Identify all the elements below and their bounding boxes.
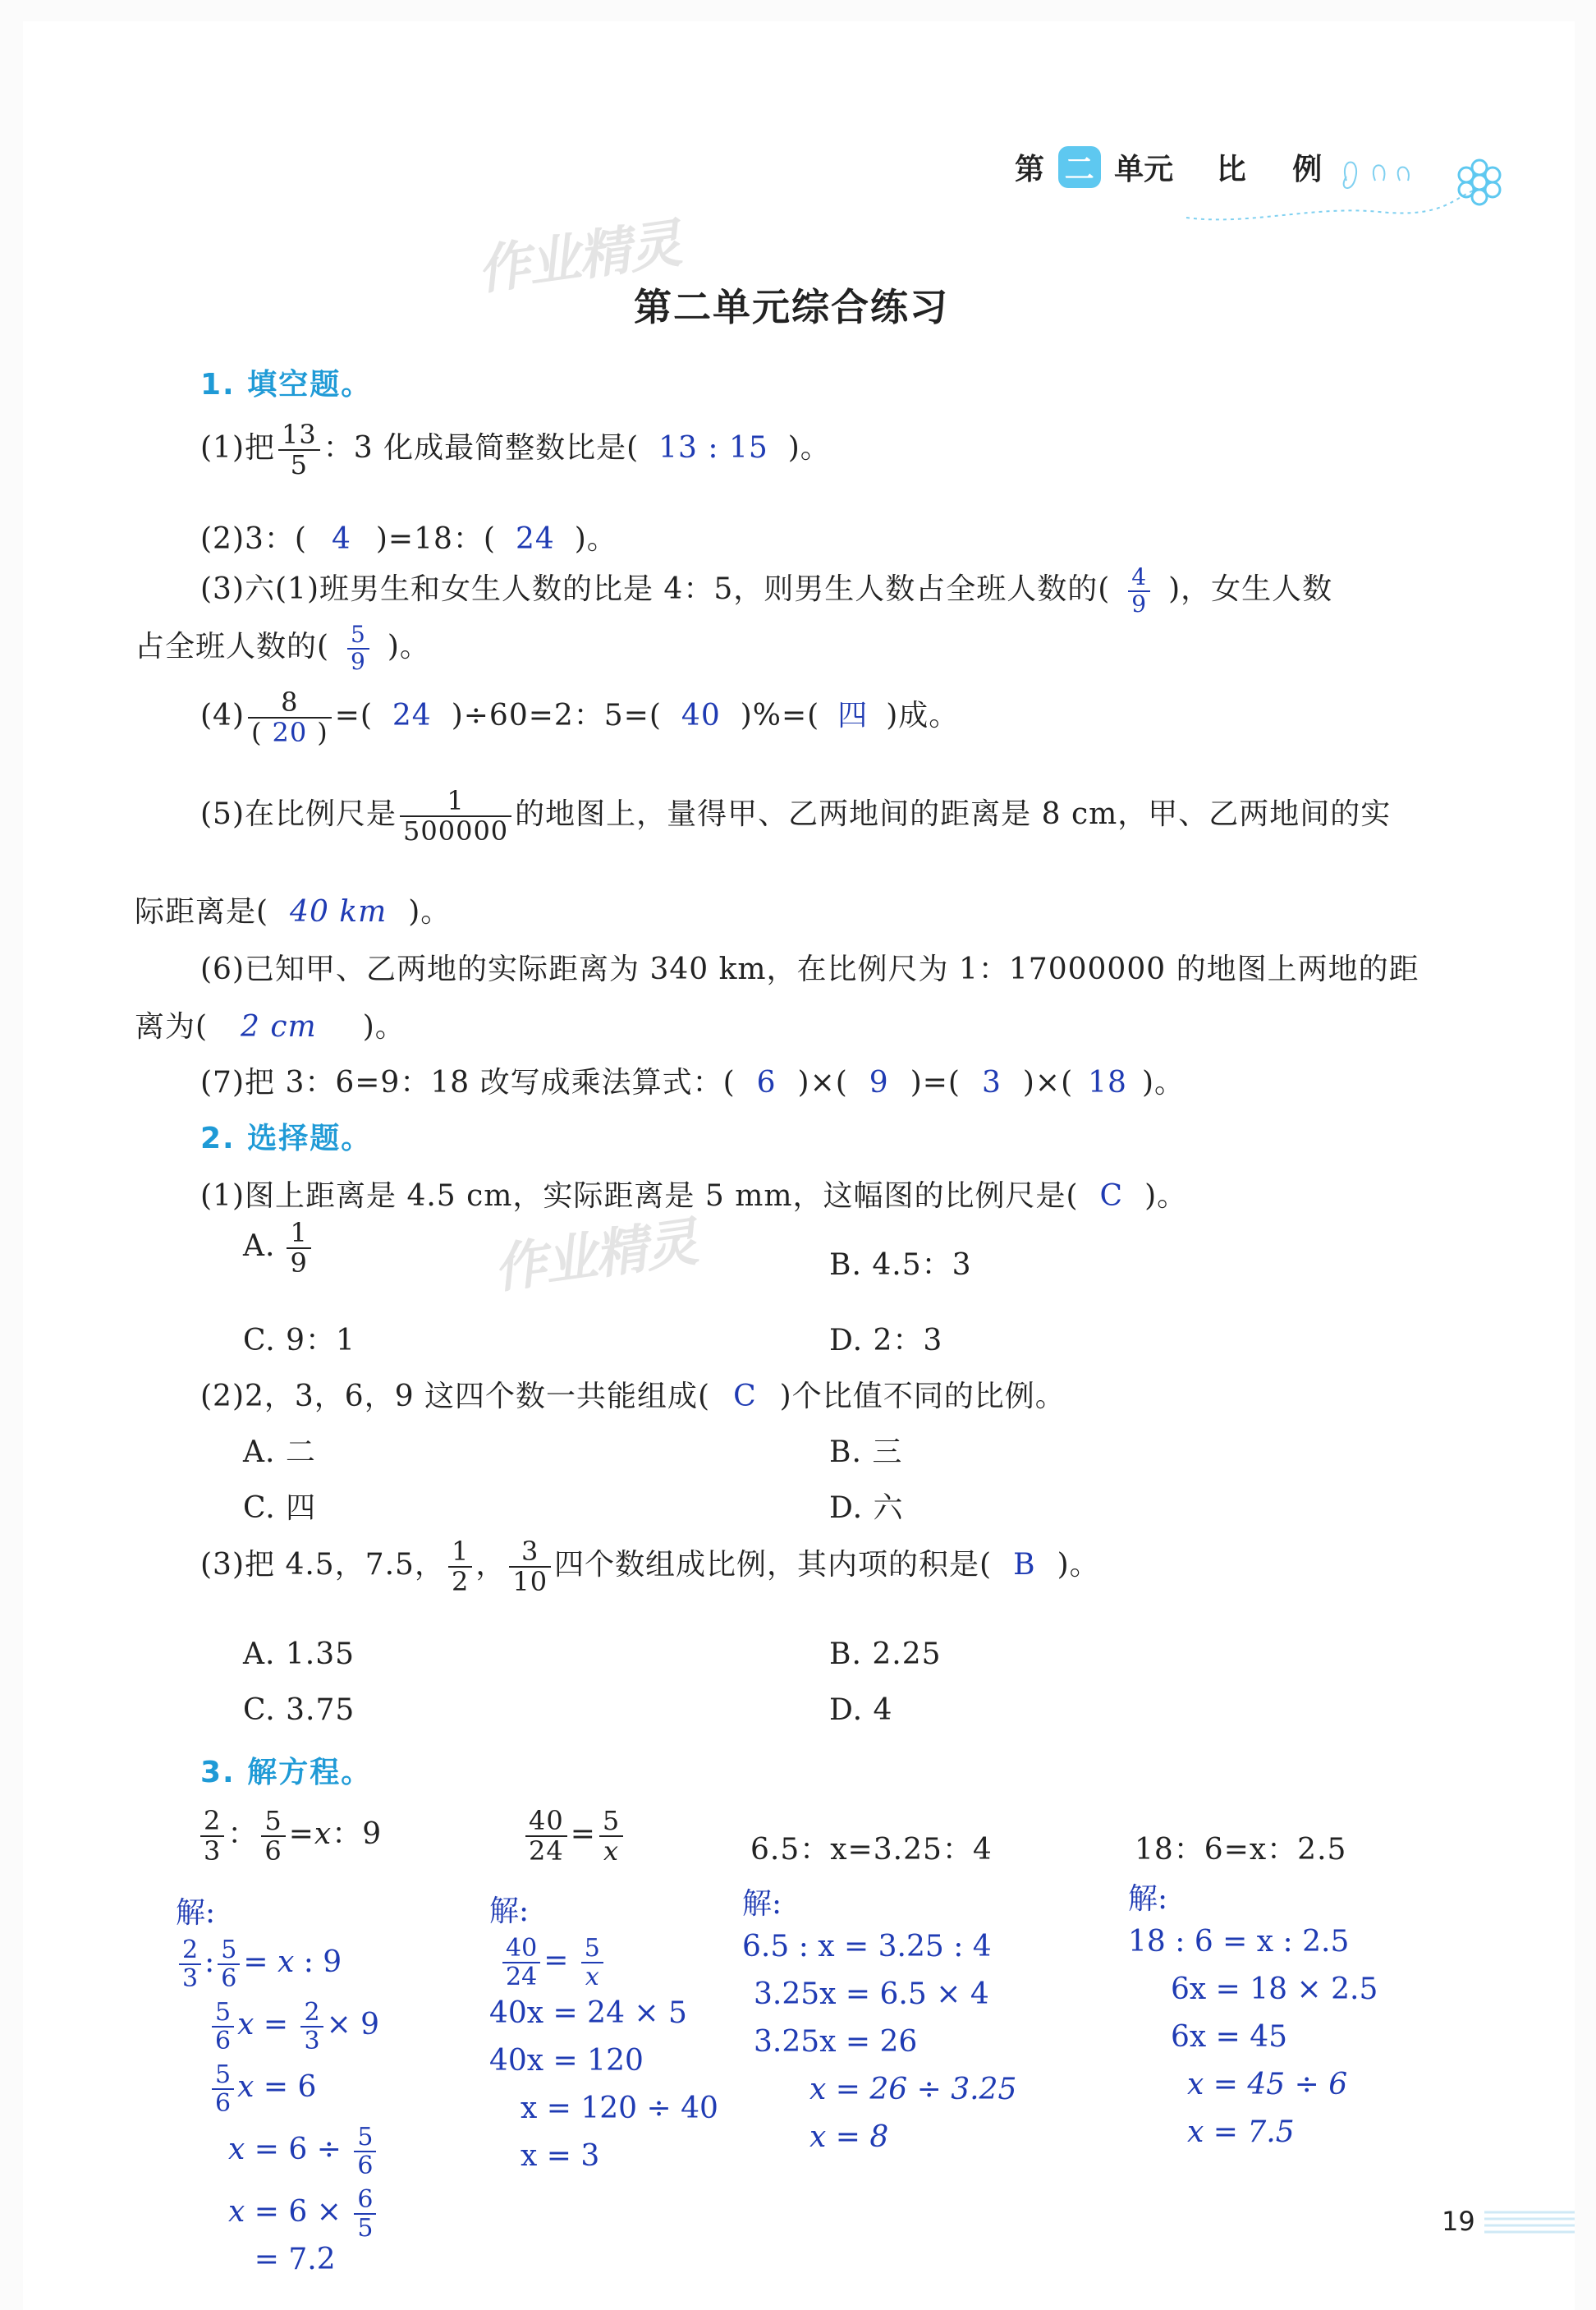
fraction-scale: $\frac{1}{500000}$ [400,787,511,846]
option-2-3-c: C. 3.75 [243,1693,355,1727]
question-1-6-line1: (6)已知甲、乙两地的实际距离为 340 km，在比例尺为 1：17000000 的地图上两地的距 [200,953,1419,986]
option-2-3-a: A. 1.35 [243,1637,355,1671]
option-2-3-d: D. 4 [829,1693,893,1727]
header-unit: 单元 [1114,153,1174,186]
section-fill-blank-label: 1. 填空题。 [200,368,373,402]
page-title: 第二单元综合练习 [634,285,949,329]
watermark-mid: 作业精灵 [489,1212,700,1301]
question-1-5-line2: 际距离是( 40 km )。 [135,895,452,929]
answer: C [1099,1179,1124,1213]
answer: 24 [392,699,432,733]
section-multiple-choice-label: 2. 选择题。 [200,1122,373,1155]
option-2-1-a: A. $\frac{1}{9}$ [243,1219,314,1278]
answer: 4 [331,522,351,556]
option-2-2-d: D. 六 [829,1491,904,1525]
page-number-decoration [1484,2209,1575,2235]
answer: 四 [837,699,869,733]
option-2-1-c: C. 9：1 [243,1324,355,1357]
answer: 3 [981,1066,1002,1100]
option-2-2-a: A. 二 [243,1435,316,1469]
solution-2: 解: $\frac{40}{24}$ = $\frac{5}{x}$ 40x = 24 × 5 40x = 120 x = 120 ÷ 40 x = 3 [489,1894,718,2173]
question-2-2: (2)2，3，6，9 这四个数一共能组成( C )个比值不同的比例。 [200,1380,1066,1413]
answer: 18 [1088,1066,1127,1100]
question-1-7: (7)把 3：6=9：18 改写成乘法算式：( 6 )×( 9 )=( 3 )×( 18 )。 [200,1066,1185,1100]
solution-4: 解: 18 : 6 = x : 2.5 6x = 18 × 2.5 6x = 45 x = 45 ÷ 6 x = 7.5 [1128,1882,1378,2149]
question-1-5-line1: (5)在比例尺是 $\frac{1}{500000}$ 的地图上，量得甲、乙两地间的距离是 8 cm，甲、乙两地间的实 [200,785,1392,847]
header-bi: 比 [1216,153,1246,186]
option-2-1-d: D. 2：3 [829,1324,943,1357]
option-2-2-c: C. 四 [243,1491,317,1525]
solution-1: 解: $\frac{2}{3}$ : $\frac{5}{6}$ = x : 9 $\frac{5}{6}$ x = $\frac{2}{3}$ × 9 $\frac{5}{6}$ x = 6 x = 6 ÷ $\frac{5}{6}$ x = 6 × $\frac{6}{5}$ = 7.2 [176,1896,380,2276]
answer: 6 [756,1066,777,1100]
header-di: 第 [1015,153,1045,186]
answer: 24 [515,522,555,556]
header-li: 例 [1292,153,1323,186]
header-badge: 二 [1058,146,1101,188]
answer: 9 [869,1066,889,1100]
answer-fraction: $\frac{5}{9}$ [347,622,369,675]
answer-fraction: $\frac{4}{9}$ [1128,565,1150,618]
equation-2: $\frac{40}{24}$ = $\frac{5}{x}$ [522,1807,626,1866]
question-1-3-line1: (3)六(1)班男生和女生人数的比是 4：5，则男生人数占全班人数的( $\frac{4}{9}$ )，女生人数 [200,563,1333,618]
page-number: 19 [1442,2206,1475,2237]
section-solve-equations-label: 3. 解方程。 [200,1756,373,1789]
question-1-1: (1)把 $\frac{13}{5}$ ：3 化成最简整数比是( 13 : 15 )。 [200,419,831,481]
question-1-3-line2: 占全班人数的( $\frac{5}{9}$ )。 [135,621,430,675]
answer: 2 cm [241,1010,317,1044]
equation-1: $\frac{2}{3}$ ： $\frac{5}{6}$ =x：9 [197,1807,382,1866]
answer: C [733,1380,757,1413]
answer: 40 km [290,895,388,929]
answer: 13 : 15 [658,431,768,466]
answer: B [1013,1548,1036,1582]
header-flower-icon [1182,148,1511,230]
equation-3: 6.5：x=3.25：4 [750,1833,993,1867]
question-1-4: (4) $\frac{8}{( 20 )}$ =( 24 )÷60=2：5=( 40 )%=( 四 )成。 [200,687,960,749]
equation-4: 18：6=x：2.5 [1135,1833,1347,1867]
question-1-2: (2)3：( 4 )=18：( 24 )。 [200,522,617,556]
option-2-3-b: B. 2.25 [829,1637,942,1671]
question-1-6-line2: 离为( 2 cm )。 [135,1010,406,1044]
question-2-1: (1)图上距离是 4.5 cm，实际距离是 5 mm，这幅图的比例尺是( C )。 [200,1179,1188,1213]
fraction-13-5: $\frac{13}{5}$ [278,420,320,480]
watermark-top: 作业精灵 [473,214,684,302]
solution-3: 解: 6.5 : x = 3.25 : 4 3.25x = 6.5 × 4 3.25x = 26 x = 26 ÷ 3.25 x = 8 [742,1887,1017,2154]
fraction-8-20: $\frac{8}{( 20 )}$ [248,688,332,747]
option-2-2-b: B. 三 [829,1435,903,1469]
question-2-3: (3)把 4.5，7.5， $\frac{1}{2}$ ， $\frac{3}{10}$ 四个数组成比例，其内项的积是( B )。 [200,1536,1100,1598]
option-2-1-b: B. 4.5：3 [829,1248,972,1282]
answer: 40 [681,699,721,733]
